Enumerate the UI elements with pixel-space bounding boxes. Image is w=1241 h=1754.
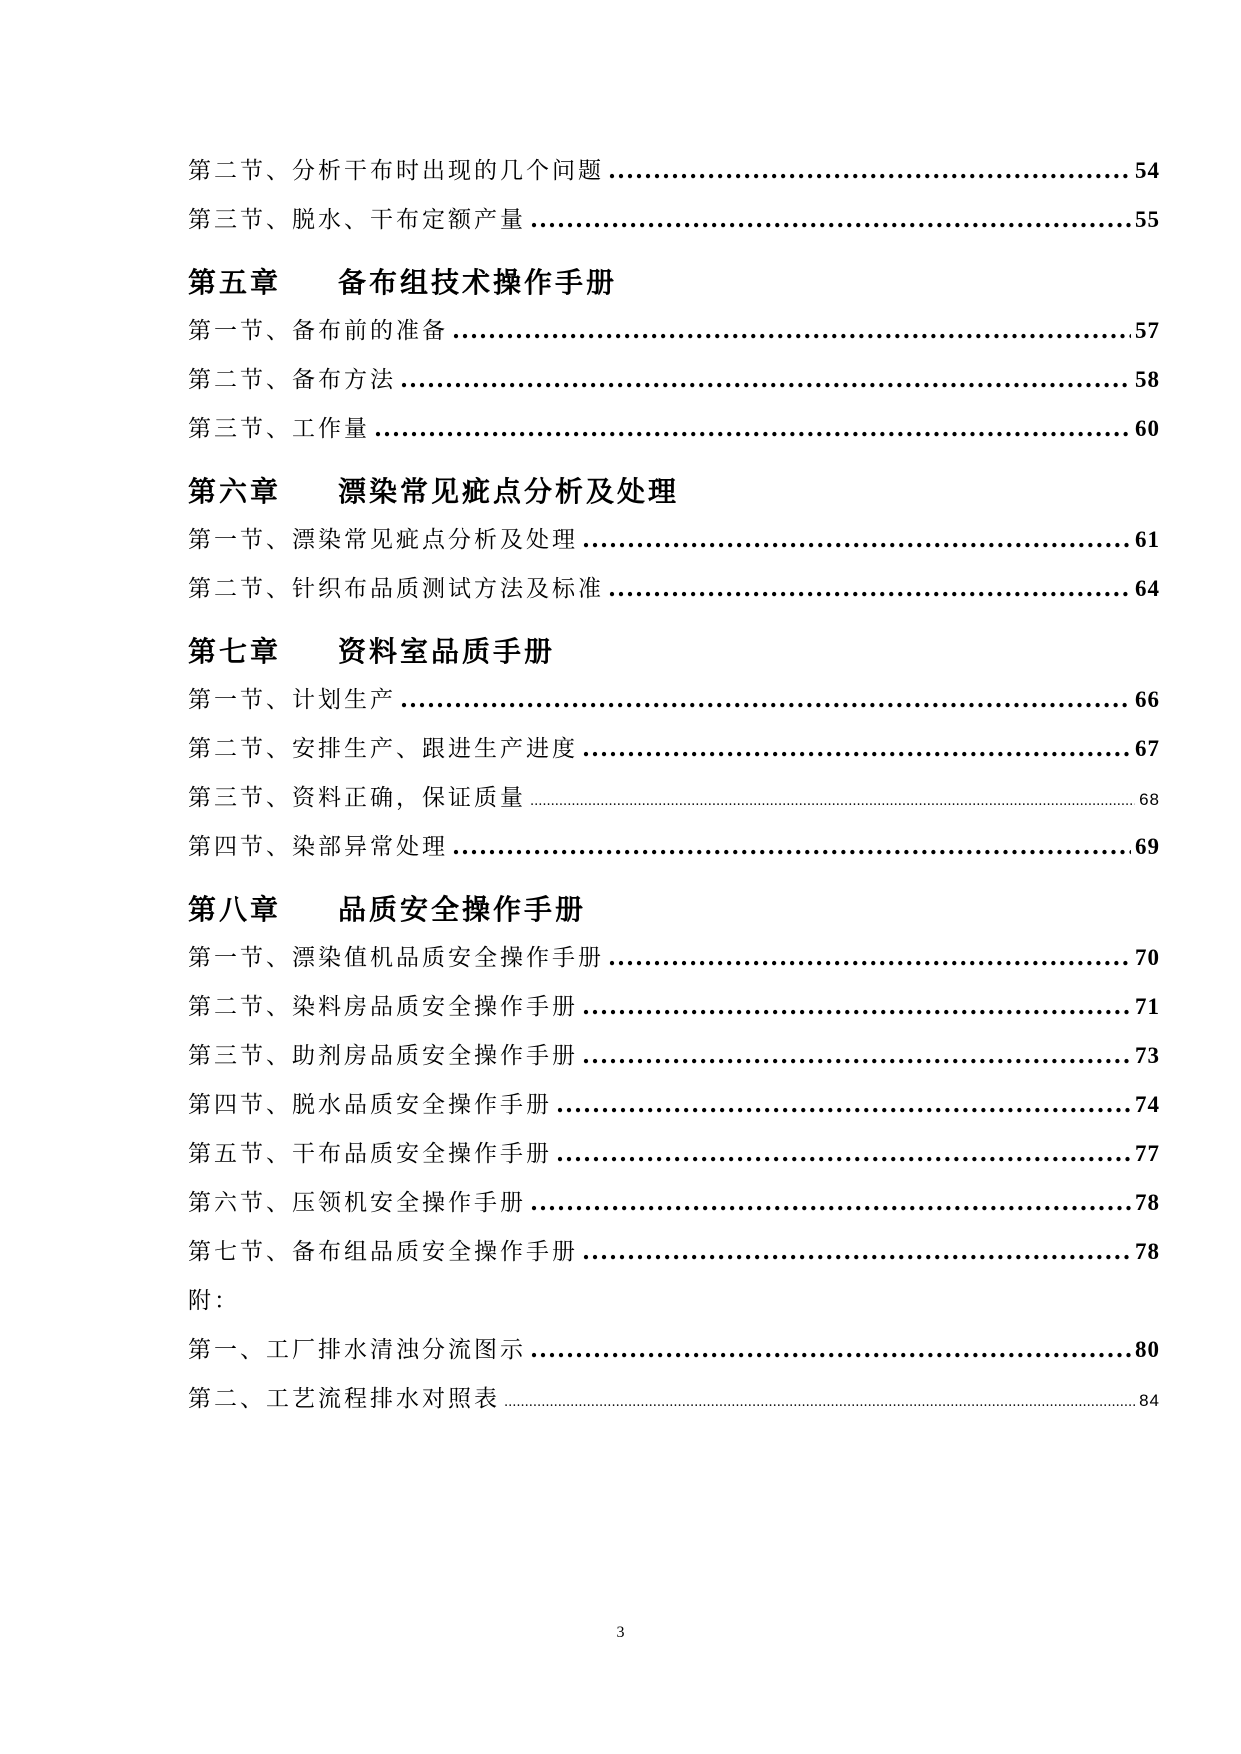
toc-entry-page: 66: [1135, 687, 1160, 712]
toc-entry-title: 第三节、资料正确，保证质量: [188, 785, 526, 811]
toc-entry-title: 第一节、计划生产: [188, 687, 396, 713]
dot-leader: [582, 993, 1131, 1020]
toc-entry[interactable]: [188, 201, 1160, 250]
dot-leader: [582, 735, 1131, 762]
toc-entry-page: 55: [1135, 207, 1160, 232]
table-of-contents: [188, 152, 1160, 1429]
toc-entry[interactable]: [188, 361, 1160, 410]
toc-entry-title: 第二节、安排生产、跟进生产进度: [188, 736, 578, 762]
chapter-title: 漂染常见疵点分析及处理: [338, 475, 680, 508]
chapter-number: 第七章: [188, 635, 282, 668]
toc-entry-page: 80: [1135, 1337, 1160, 1362]
dot-leader: [374, 415, 1131, 442]
chapter-heading: [188, 459, 1160, 521]
toc-entry-page: 84: [1139, 1391, 1160, 1410]
dot-leader: [556, 1091, 1131, 1118]
toc-entry-title: 第一节、漂染常见疵点分析及处理: [188, 527, 578, 553]
toc-entry[interactable]: [188, 1135, 1160, 1184]
dot-leader: [400, 366, 1131, 393]
toc-entry[interactable]: [188, 779, 1160, 828]
toc-entry-title: 第六节、压领机安全操作手册: [188, 1190, 526, 1216]
toc-entry-title: 第四节、脱水品质安全操作手册: [188, 1092, 552, 1118]
toc-entry-title: 第三节、脱水、干布定额产量: [188, 207, 526, 233]
toc-entry-page: 67: [1135, 736, 1160, 761]
dot-leader: [582, 526, 1131, 553]
toc-entry-page: 64: [1135, 576, 1160, 601]
toc-entry-title: 第二节、备布方法: [188, 367, 396, 393]
dot-leader: [400, 686, 1131, 713]
toc-entry-page: 57: [1135, 318, 1160, 343]
dot-leader: [504, 1395, 1135, 1410]
chapter-heading: [188, 250, 1160, 312]
toc-entry[interactable]: [188, 828, 1160, 877]
chapter-title: 资料室品质手册: [338, 635, 556, 668]
toc-entry-title: 第一、工厂排水清浊分流图示: [188, 1337, 526, 1363]
toc-entry-page: 69: [1135, 834, 1160, 859]
toc-entry-page: 73: [1135, 1043, 1160, 1068]
appendix-label: 附：: [188, 1288, 240, 1314]
dot-leader: [530, 794, 1135, 809]
chapter-number: 第五章: [188, 266, 282, 299]
toc-entry-title: 第四节、染部异常处理: [188, 834, 448, 860]
page-number: 3: [616, 1624, 625, 1641]
toc-entry-page: 70: [1135, 945, 1160, 970]
toc-entry-page: 54: [1135, 158, 1160, 183]
dot-leader: [530, 1189, 1131, 1216]
toc-entry-title: 第一节、备布前的准备: [188, 318, 448, 344]
chapter-title: 备布组技术操作手册: [338, 266, 618, 299]
toc-entry-page: 58: [1135, 367, 1160, 392]
dot-leader: [608, 944, 1131, 971]
dot-leader: [452, 833, 1131, 860]
dot-leader: [582, 1042, 1131, 1069]
toc-entry-title: 第三节、工作量: [188, 416, 370, 442]
toc-entry-title: 第七节、备布组品质安全操作手册: [188, 1239, 578, 1265]
chapter-title: 品质安全操作手册: [338, 893, 587, 926]
toc-entry[interactable]: [188, 939, 1160, 988]
toc-entry-page: 78: [1135, 1190, 1160, 1215]
toc-entry[interactable]: [188, 1037, 1160, 1086]
dot-leader: [556, 1140, 1131, 1167]
toc-entry-page: 78: [1135, 1239, 1160, 1264]
toc-entry[interactable]: [188, 988, 1160, 1037]
toc-entry[interactable]: [188, 730, 1160, 779]
dot-leader: [608, 575, 1131, 602]
toc-entry-title: 第二、工艺流程排水对照表: [188, 1386, 500, 1412]
toc-entry-page: 74: [1135, 1092, 1160, 1117]
toc-entry-title: 第三节、助剂房品质安全操作手册: [188, 1043, 578, 1069]
toc-entry[interactable]: [188, 681, 1160, 730]
chapter-number: 第六章: [188, 475, 282, 508]
chapter-heading: [188, 619, 1160, 681]
toc-entry-title: 第二节、分析干布时出现的几个问题: [188, 158, 604, 184]
toc-entry[interactable]: [188, 1086, 1160, 1135]
dot-leader: [582, 1238, 1131, 1265]
toc-entry[interactable]: [188, 1184, 1160, 1233]
dot-leader: [530, 1336, 1131, 1363]
dot-leader: [452, 317, 1131, 344]
toc-entry[interactable]: [188, 1380, 1160, 1429]
dot-leader: [530, 206, 1131, 233]
toc-entry-page: 61: [1135, 527, 1160, 552]
toc-entry[interactable]: [188, 1233, 1160, 1282]
chapter-heading: [188, 877, 1160, 939]
toc-entry[interactable]: [188, 152, 1160, 201]
toc-entry-title: 第五节、干布品质安全操作手册: [188, 1141, 552, 1167]
toc-entry[interactable]: [188, 1331, 1160, 1380]
toc-entry-title: 第二节、染料房品质安全操作手册: [188, 994, 578, 1020]
toc-entry-title: 第一节、漂染值机品质安全操作手册: [188, 945, 604, 971]
toc-entry[interactable]: [188, 312, 1160, 361]
toc-entry-title: 第二节、针织布品质测试方法及标准: [188, 576, 604, 602]
toc-entry[interactable]: [188, 570, 1160, 619]
dot-leader: [608, 157, 1131, 184]
toc-entry-page: 68: [1139, 790, 1160, 809]
toc-entry-page: 71: [1135, 994, 1160, 1019]
chapter-number: 第八章: [188, 893, 282, 926]
toc-entry-page: 60: [1135, 416, 1160, 441]
toc-entry[interactable]: [188, 521, 1160, 570]
toc-entry[interactable]: [188, 410, 1160, 459]
toc-entry-page: 77: [1135, 1141, 1160, 1166]
